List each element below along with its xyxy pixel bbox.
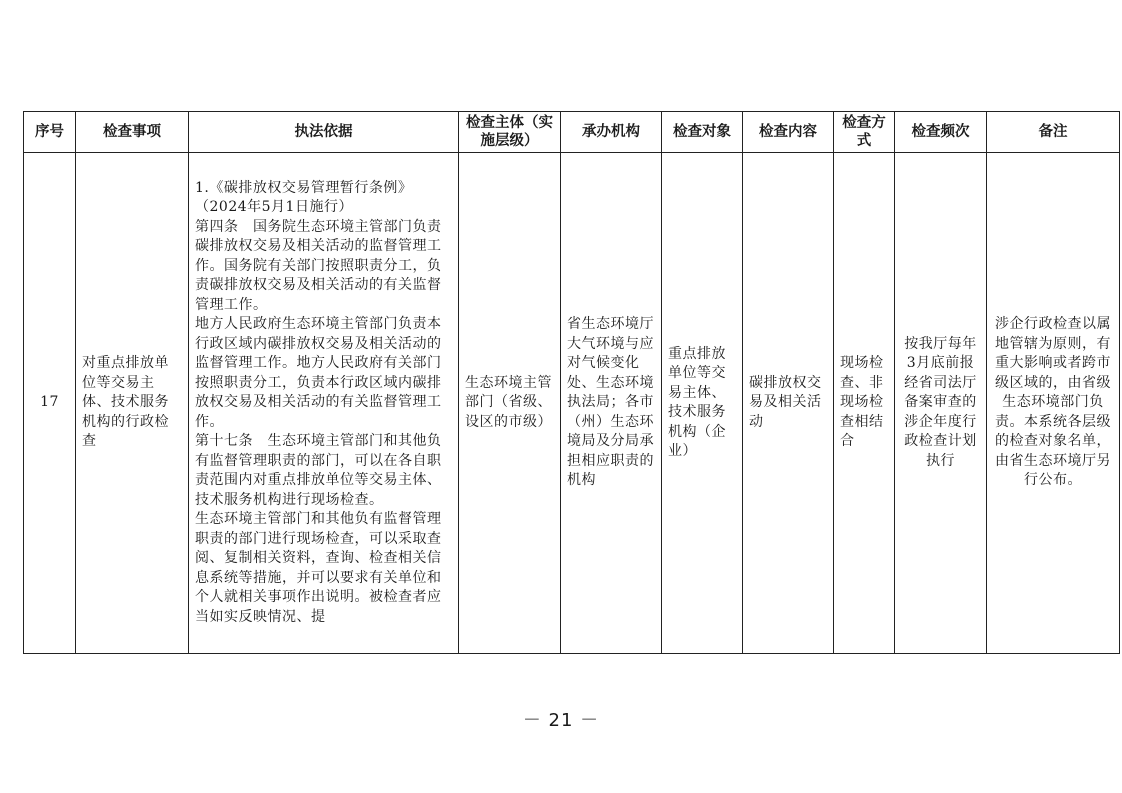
header-seq: 序号 — [24, 112, 76, 153]
cell-content: 碳排放权交易及相关活动 — [743, 153, 834, 654]
cell-seq: 17 — [24, 153, 76, 654]
basis-paragraph: 第十七条 生态环境主管部门和其他负有监督管理职责的部门，可以在各自职责范围内对重点排放单位等交易主体、技术服务机构进行现场检查。 — [195, 433, 442, 508]
header-agency: 承办机构 — [561, 112, 662, 153]
header-item: 检查事项 — [76, 112, 189, 153]
cell-frequency: 按我厅每年3月底前报经省司法厅备案审查的涉企年度行政检查计划执行 — [895, 153, 987, 654]
cell-method: 现场检查、非现场检查相结合 — [834, 153, 895, 654]
cell-target: 重点排放单位等交易主体、技术服务机构（企业） — [662, 153, 743, 654]
cell-agency: 省生态环境厅大气环境与应对气候变化处、生态环境执法局；各市（州）生态环境局及分局承担相应职责的机构 — [561, 153, 662, 654]
header-target: 检查对象 — [662, 112, 743, 153]
header-content: 检查内容 — [743, 112, 834, 153]
cell-subject: 生态环境主管部门（省级、设区的市级） — [459, 153, 561, 654]
basis-paragraph: 1.《碳排放权交易管理暂行条例》（2024年5月1日施行） — [195, 179, 413, 216]
page-number: － 21 － — [522, 710, 600, 731]
table-row — [24, 153, 1120, 654]
basis-paragraph: 地方人民政府生态环境主管部门负责本行政区域内碳排放权交易及相关活动的监督管理工作。地方人民政府有关部门按照职责分工，负责本行政区域内碳排放权交易及相关活动的有关监督管理工作。 — [195, 316, 442, 430]
header-row — [24, 112, 1120, 153]
cell-remarks: 涉企行政检查以属地管辖为原则，有重大影响或者跨市级区域的，由省级生态环境部门负责。本系统各层级的检查对象名单，由省生态环境厅另行公布。 — [987, 153, 1120, 654]
header-method: 检查方式 — [834, 112, 895, 153]
basis-paragraph: 第四条 国务院生态环境主管部门负责碳排放权交易及相关活动的监督管理工作。国务院有关部门按照职责分工，负责碳排放权交易及相关活动的有关监督管理工作。 — [195, 218, 442, 313]
header-subject: 检查主体（实施层级） — [459, 112, 561, 153]
basis-paragraph: 生态环境主管部门和其他负有监督管理职责的部门进行现场检查，可以采取查阅、复制相关资料，查询、检查相关信息系统等措施，并可以要求有关单位和个人就相关事项作出说明。被检查者应当如实反映情况、提 — [195, 511, 442, 625]
header-remarks: 备注 — [987, 112, 1120, 153]
cell-item: 对重点排放单位等交易主体、技术服务机构的行政检查 — [76, 153, 189, 654]
header-basis: 执法依据 — [189, 112, 459, 153]
cell-basis — [189, 153, 459, 654]
inspection-table — [23, 111, 1120, 654]
header-frequency: 检查频次 — [895, 112, 987, 153]
